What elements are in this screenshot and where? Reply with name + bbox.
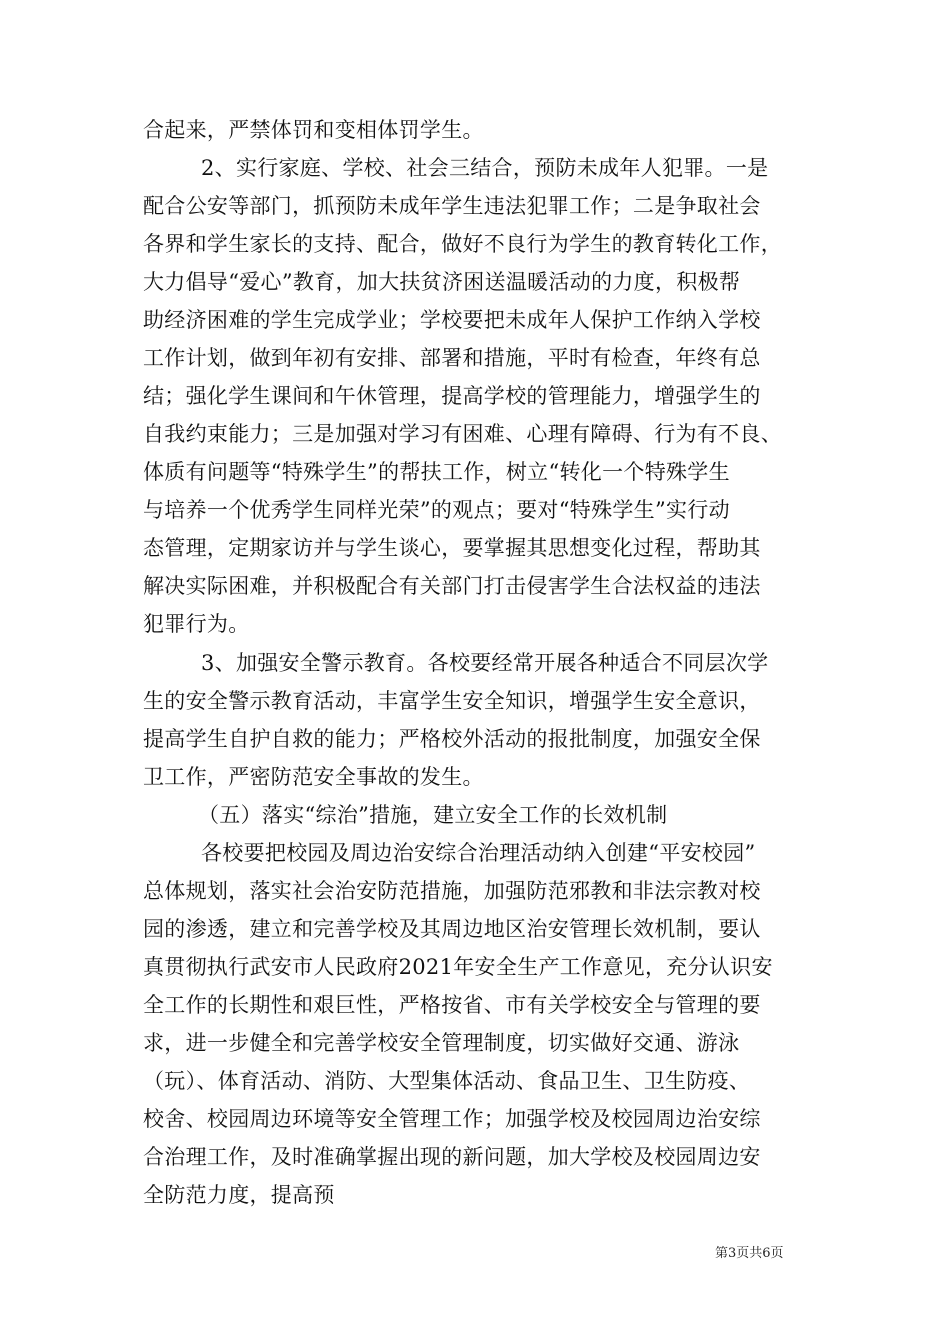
text-line: 自我约束能力；三是加强对学习有困难、心理有障碍、行为有不良、: [143, 422, 782, 446]
text-line: （玩）、体育活动、消防、大型集体活动、食品卫生、卫生防疫、: [143, 1069, 751, 1093]
text-line: 各校要把校园及周边治安综合治理活动纳入创建“平安校园”: [201, 841, 756, 865]
text-line: 解决实际困难，并积极配合有关部门打击侵害学生合法权益的违法: [143, 574, 761, 598]
text-line: 校舍、校园周边环境等安全管理工作；加强学校及校园周边治安综: [143, 1107, 761, 1131]
text-line: 全防范力度，提高预: [143, 1183, 335, 1207]
text-line: 合起来，严禁体罚和变相体罚学生。: [143, 118, 484, 142]
text-line: 合治理工作，及时准确掌握出现的新问题，加大学校及校园周边安: [143, 1145, 761, 1169]
text-line: 助经济困难的学生完成学业；学校要把未成年人保护工作纳入学校: [143, 308, 761, 332]
text-line: 态管理，定期家访并与学生谈心，要掌握其思想变化过程，帮助其: [143, 536, 761, 560]
text-line: 工作计划，做到年初有安排、部署和措施，平时有检查，年终有总: [143, 346, 761, 370]
text-line: 与培养一个优秀学生同样光荣”的观点；要对“特殊学生”实行动: [143, 498, 730, 522]
text-line: 3、加强安全警示教育。各校要经常开展各种适合不同层次学: [201, 651, 769, 675]
text-line: 各界和学生家长的支持、配合，做好不良行为学生的教育转化工作，: [143, 232, 782, 256]
text-line: 总体规划，落实社会治安防范措施，加强防范邪教和非法宗教对校: [143, 879, 761, 903]
text-line: 大力倡导“爱心”教育，加大扶贫济困送温暖活动的力度，积极帮: [143, 270, 741, 294]
text-line: 犯罪行为。: [143, 612, 250, 636]
text-line: 生的安全警示教育活动，丰富学生安全知识，增强学生安全意识，: [143, 689, 761, 713]
text-line: 结；强化学生课间和午休管理，提高学校的管理能力，增强学生的: [143, 384, 761, 408]
text-line: 真贯彻执行武安市人民政府2021年安全生产工作意见，充分认识安: [143, 955, 773, 979]
text-line: 卫工作，严密防范安全事故的发生。: [143, 765, 484, 789]
text-line: 求，进一步健全和完善学校安全管理制度，切实做好交通、游泳: [143, 1031, 740, 1055]
text-line: 2、实行家庭、学校、社会三结合，预防未成年人犯罪。一是: [201, 156, 769, 180]
page-number: 第3页共6页: [715, 1246, 784, 1261]
text-line: 全工作的长期性和艰巨性，严格按省、市有关学校安全与管理的要: [143, 993, 761, 1017]
text-line: 体质有问题等“特殊学生”的帮扶工作，树立“转化一个特殊学生: [143, 460, 730, 484]
text-line: 园的渗透，建立和完善学校及其周边地区治安管理长效机制，要认: [143, 917, 761, 941]
text-line: 提高学生自护自救的能力；严格校外活动的报批制度，加强安全保: [143, 727, 761, 751]
section-heading: （五）落实“综治”措施，建立安全工作的长效机制: [198, 803, 668, 827]
text-line: 配合公安等部门，抓预防未成年学生违法犯罪工作；二是争取社会: [143, 194, 761, 218]
